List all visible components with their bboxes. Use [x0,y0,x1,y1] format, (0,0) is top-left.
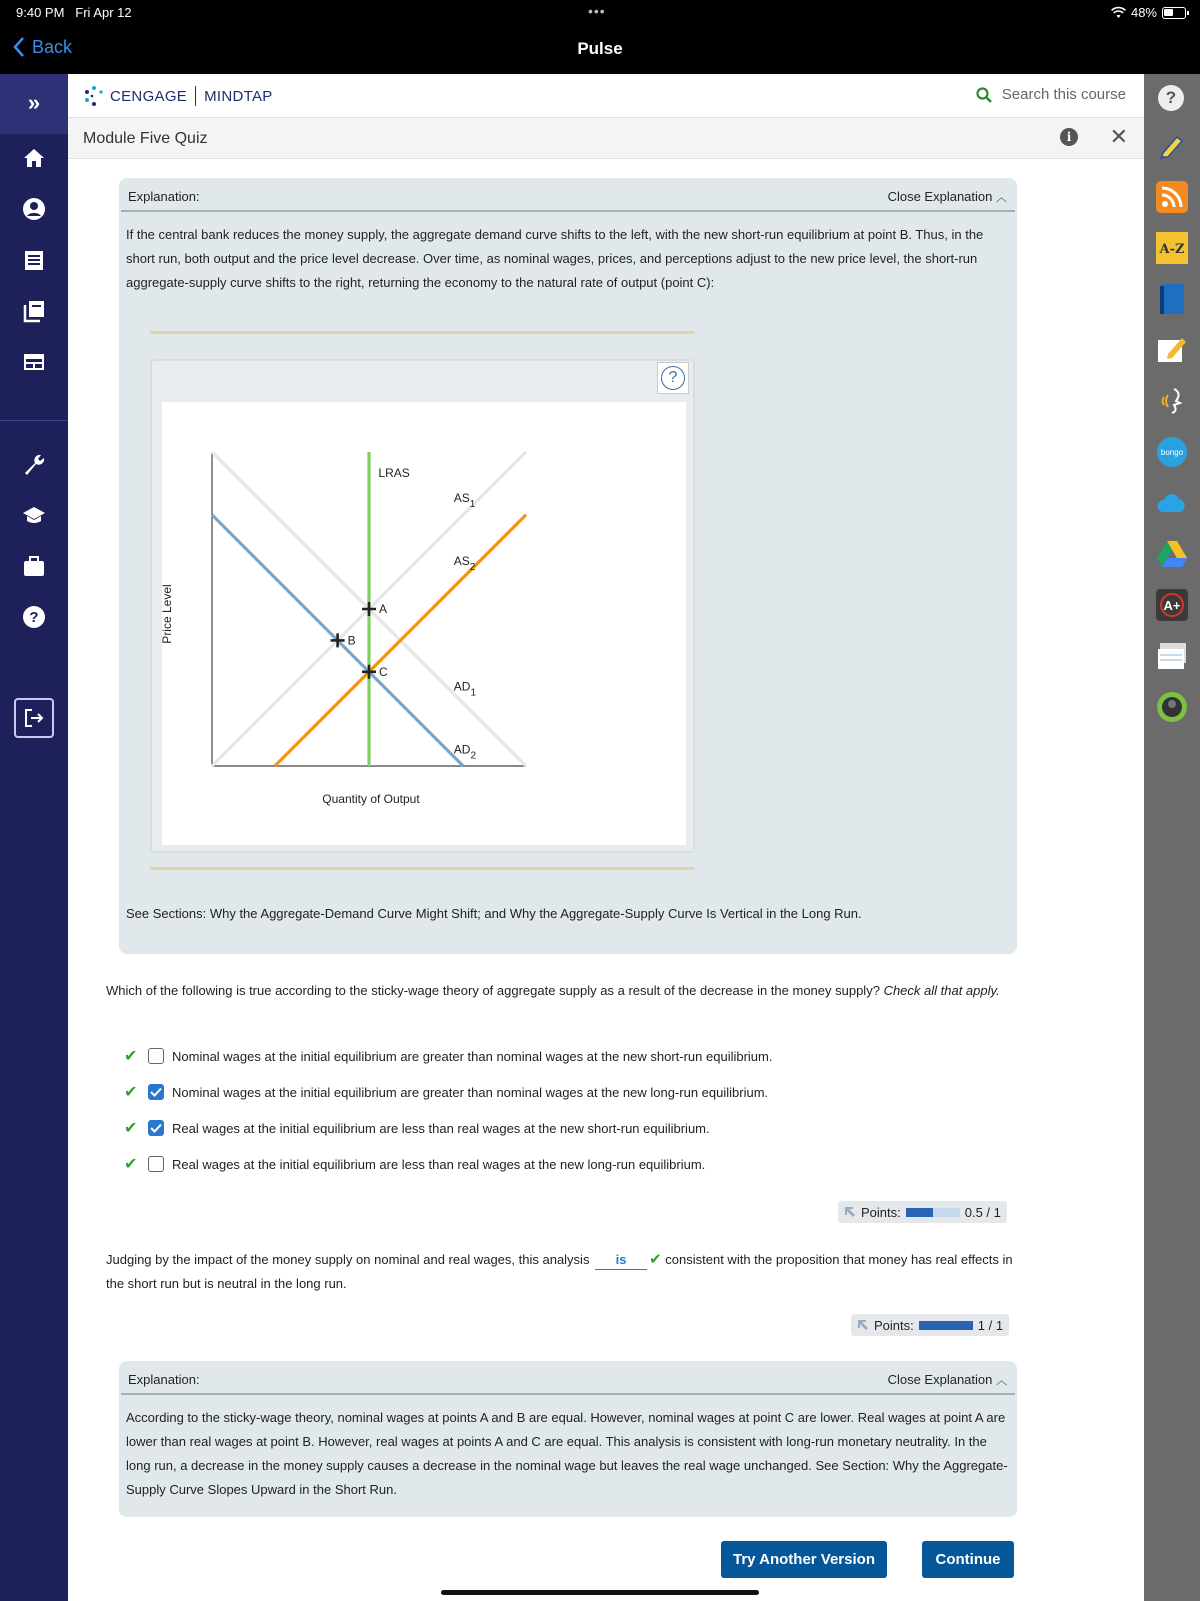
point-label-a: A [379,602,388,616]
points-label: Points: [861,1204,901,1220]
correct-check-icon: ✔ [124,1120,138,1137]
brand-mindtap: MINDTAP [204,87,273,105]
explanation-text: If the central bank reduces the money supply, the aggregate demand curve shifts to the left, with the new short-run equilibrium at point B. Thus, in the short run, both output and the price level decrease. Over time, as nominal wages, prices, and perceptions adjust to the new price level, the short-run aggregate-supply curve shifts to the right, returning the economy to the natural rate of output (point C): [126,227,984,290]
app-nav-bar [0,26,1200,74]
sidebar-divider [0,420,68,421]
points-score-1 [838,1201,1007,1223]
points-label: Points: [874,1317,914,1333]
question-text: Which of the following is true according to the sticky-wage theory of aggregate supply as a result of the decrease in the money supply? [106,983,880,998]
home-indicator[interactable] [441,1590,759,1595]
wifi-icon [1111,7,1126,19]
exit-icon[interactable] [14,698,54,738]
search-placeholder: Search this course [1001,86,1126,103]
right-app-dock [1144,74,1200,1601]
status-right [1111,5,1186,20]
brand-cengage: CENGAGE [110,87,188,105]
status-time: 9:40 PM Fri Apr 12 [16,5,132,20]
curve-label-as2: $AS_2$ [453,554,476,574]
points-bar [919,1321,973,1330]
multitask-dots[interactable]: ••• [588,3,606,19]
curve-label-lras: LRAS [378,466,410,481]
try-another-version-button[interactable]: Try Another Version [721,1541,887,1578]
option-1[interactable] [124,1045,772,1067]
correct-check-icon: ✔ [124,1156,138,1173]
graph-top-rule [150,331,695,334]
graph-help-button[interactable] [657,362,689,394]
close-icon[interactable]: ✕ [1109,124,1128,149]
judge-text-after: consistent with the proposition that money has real effects in the short run but is neutral in the long run. [106,1252,1013,1291]
chevron-up-icon: ︿ [996,1375,1007,1387]
notes-icon[interactable] [1156,334,1188,366]
curve-label-as1: $AS_1$ [453,491,476,511]
calendar-icon[interactable] [18,244,50,276]
correct-check-icon: ✔ [649,1251,662,1268]
option-label: Nominal wages at the initial equilibrium are greater than nominal wages at the new short-run equilibrium. [172,1048,773,1064]
aplus-icon[interactable] [1156,589,1188,621]
highlighter-icon[interactable] [1156,130,1188,162]
question-prompt [106,979,1026,1003]
points-bar-fill [919,1321,973,1330]
back-label: Back [32,36,73,57]
points-bar [906,1208,960,1217]
graduation-cap-icon[interactable] [18,499,50,531]
dictionary-icon[interactable] [1156,232,1188,264]
account-icon[interactable] [18,193,50,225]
checkbox[interactable] [148,1084,164,1100]
battery-icon [1162,7,1186,19]
svg-text:bongo: bongo [1160,448,1184,457]
wrench-icon[interactable] [18,448,50,480]
course-header [68,74,1144,118]
curve-label-ad2: $AD_2$ [453,742,477,762]
question-icon: ? [661,366,685,390]
books-icon[interactable] [18,295,50,327]
google-drive-icon[interactable] [1156,538,1188,570]
points-arrow-icon [844,1206,856,1218]
explanation-panel-2 [119,1361,1017,1517]
search-course[interactable] [976,86,1126,103]
explanation-label: Explanation: [128,189,200,204]
readspeaker-icon[interactable] [1156,385,1188,417]
judge-text-before: Judging by the impact of the money supply on nominal and real wages, this analysis [106,1252,590,1267]
cengage-mindtap-logo [82,85,273,107]
points-bar-fill [906,1208,933,1217]
answer-dropdown[interactable]: is [595,1251,647,1270]
profile-circle-icon[interactable] [1156,691,1188,723]
ebook-icon[interactable] [1156,283,1188,315]
left-sidebar [0,74,68,1601]
checkbox[interactable] [148,1156,164,1172]
graph-bottom-rule [150,867,695,870]
svg-text:A+: A+ [1163,598,1181,613]
rss-icon[interactable] [1156,181,1188,213]
option-label: Real wages at the initial equilibrium are less than real wages at the new short-run equilibrium. [172,1120,710,1136]
points-score-2 [851,1314,1009,1336]
correct-check-icon: ✔ [124,1084,138,1101]
curve-label-ad1: $AD_1$ [453,679,477,699]
graph-area [162,402,686,845]
status-bar [0,0,1200,26]
points-value: 1 / 1 [977,1317,1004,1333]
option-label: Real wages at the initial equilibrium are less than real wages at the new long-run equilibrium. [172,1156,706,1172]
point-label-b: B [347,633,356,648]
help-icon[interactable] [18,601,50,633]
y-axis-label: Price Level [160,584,174,644]
home-icon[interactable] [18,142,50,174]
page-title: Module Five Quiz [83,130,208,147]
option-2[interactable] [124,1081,768,1103]
bongo-icon[interactable] [1156,436,1188,468]
close-explanation-button[interactable]: Close Explanation ︿ [887,1372,1007,1387]
info-icon[interactable]: i [1060,128,1078,146]
briefcase-icon[interactable] [18,550,50,582]
explanation-label: Explanation: [128,1372,200,1387]
explanation-panel-1 [119,178,1017,954]
ad-as-chart [162,402,686,845]
flashcards-icon[interactable] [1156,640,1188,672]
close-explanation-button[interactable]: Close Explanation ︿ [887,189,1007,204]
expand-sidebar-button[interactable]: » [0,74,68,134]
dock-help-icon[interactable]: ? [1158,85,1184,111]
continue-button[interactable]: Continue [922,1541,1014,1578]
points-value: 0.5 / 1 [964,1204,1001,1220]
fill-in-question [106,1248,1026,1296]
option-4[interactable] [124,1153,705,1175]
checkbox[interactable] [148,1048,164,1064]
see-sections-text: See Sections: Why the Aggregate-Demand Curve Might Shift; and Why the Aggregate-Supply Curve Is Vertical in the Long Run. [126,906,862,921]
nav-title: Pulse [577,39,623,58]
point-label-c: C [379,664,388,679]
option-label: Nominal wages at the initial equilibrium are greater than nominal wages at the new long-run equilibrium. [172,1084,769,1100]
search-icon [976,87,992,103]
graph-frame [150,359,695,853]
points-arrow-icon [857,1319,869,1331]
cengage-logo-icon [82,85,106,107]
svg-text:?: ? [29,609,39,626]
onedrive-icon[interactable] [1156,487,1188,519]
svg-text:A-Z: A-Z [1159,242,1185,257]
chevron-up-icon: ︿ [996,192,1007,204]
correct-check-icon: ✔ [124,1048,138,1065]
gradebook-icon[interactable] [18,346,50,378]
explanation-text: According to the sticky-wage theory, nominal wages at points A and B are equal. However, nominal wages at point C are lower. Real wages at point A are lower than real wages at point B. However, real wages at points A and C are equal. This analysis is consistent with long-run monetary neutrality. In the long run, a decrease in the money supply causes a decrease in the nominal wage but leaves the real wage unchanged. See Section: Why the Aggregate-Supply Curve Slopes Upward in the Short Run. [126,1410,1008,1497]
activity-title-bar [68,118,1144,159]
x-axis-label: Quantity of Output [322,792,420,806]
question-hint: Check all that apply. [883,983,1000,998]
battery-percent: 48% [1130,5,1157,20]
checkbox[interactable] [148,1120,164,1136]
option-3[interactable] [124,1117,710,1139]
